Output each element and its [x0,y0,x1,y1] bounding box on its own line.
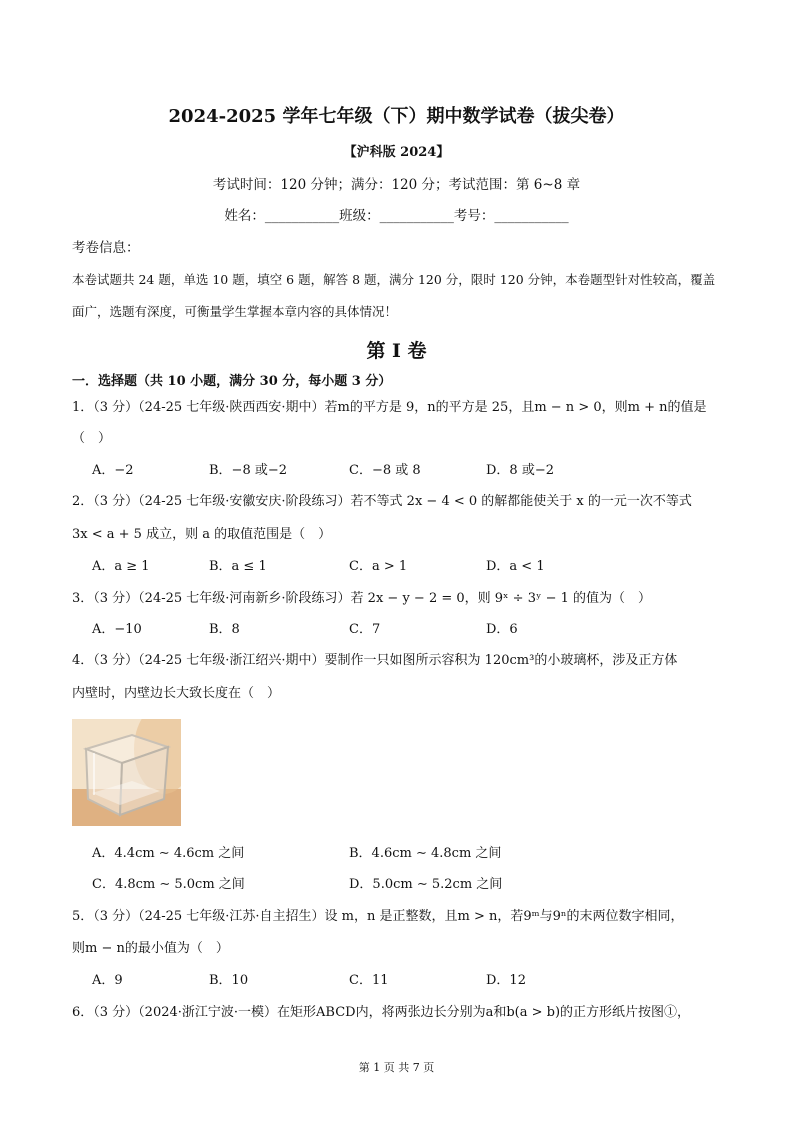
glass-cube-illustration [72,719,181,826]
student-fill-line: 姓名：___________班级：___________考号：___________ [224,208,569,224]
option-d: D．6 [486,622,518,637]
info-text-line-2: 面广，选题有深度，可衡量学生掌握本章内容的具体情况！ [72,304,398,319]
option-c: C．a > 1 [349,559,408,574]
question-2-line-1: 2．（3 分）（24-25 七年级·安徽安庆·阶段练习）若不等式 2x − 4 < 0 的解都能使关于 x 的一元一次不等式 [72,494,692,509]
option-b: B．4.6cm ∼ 4.8cm 之间 [349,846,502,861]
section-heading: 一．选择题（共 10 小题，满分 30 分，每小题 3 分） [72,374,392,389]
exam-meta: 考试时间：120 分钟；满分：120 分；考试范围：第 6~8 章 [212,177,581,193]
info-text-line-1: 本卷试题共 24 题，单选 10 题，填空 6 题，解答 8 题，满分 120 分，限时 120 分钟，本卷题型针对性较高，覆盖 [72,272,716,287]
option-c: C．11 [349,973,389,988]
option-b: B．10 [209,973,249,988]
question-3-line-1: 3．（3 分）（24-25 七年级·河南新乡·阶段练习）若 2x − y − 2 = 0，则 9ˣ ÷ 3ʸ − 1 的值为（ ） [72,591,652,606]
option-d: D．a < 1 [486,559,545,574]
question-1-line-2: （ ） [72,431,112,446]
option-a: A．9 [92,973,123,988]
option-d: D．8 或−2 [486,463,554,478]
option-b: B．−8 或−2 [209,463,288,478]
option-a: A．a ≥ 1 [92,559,150,574]
option-a: A．−2 [92,463,134,478]
question-1-line-1: 1．（3 分）（24-25 七年级·陕西西安·期中）若m的平方是 9，n的平方是 25，且m − n > 0，则m + n的值是 [72,400,707,415]
option-d: D．12 [486,973,526,988]
question-2-line-2: 3x < a + 5 成立，则 a 的取值范围是（ ） [72,527,332,542]
page-footer: 第 1 页 共 7 页 [358,1061,435,1074]
info-label: 考卷信息： [72,240,140,256]
question-4-line-1: 4．（3 分）（24-25 七年级·浙江绍兴·期中）要制作一只如图所示容积为 120cm³的小玻璃杯，涉及正方体 [72,653,678,668]
option-c: C．−8 或 8 [349,463,421,478]
option-c: C．7 [349,622,381,637]
question-6-line-1: 6．（3 分）（2024·浙江宁波·一模）在矩形ABCD内，将两张边长分别为a和b(a > b)的正方形纸片按图①， [72,1005,691,1020]
question-5-line-2: 则m − n的最小值为（ ） [72,941,229,956]
edition-label: 【沪科版 2024】 [343,145,450,160]
glass-cup-image [72,719,181,826]
question-4-line-2: 内壁时，内壁边长大致长度在（ ） [72,686,281,701]
option-c: C．4.8cm ∼ 5.0cm 之间 [92,877,245,892]
question-5-line-1: 5．（3 分）（24-25 七年级·江苏·自主招生）设 m，n 是正整数，且m > n，若9ᵐ与9ⁿ的末两位数字相同， [72,909,684,924]
option-b: B．a ≤ 1 [209,559,267,574]
exam-title: 2024-2025 学年七年级（下）期中数学试卷（拔尖卷） [168,106,625,127]
option-a: A．−10 [92,622,142,637]
option-b: B．8 [209,622,240,637]
option-d: D．5.0cm ∼ 5.2cm 之间 [349,877,503,892]
section-title: 第 I 卷 [366,340,427,362]
option-a: A．4.4cm ∼ 4.6cm 之间 [92,846,245,861]
